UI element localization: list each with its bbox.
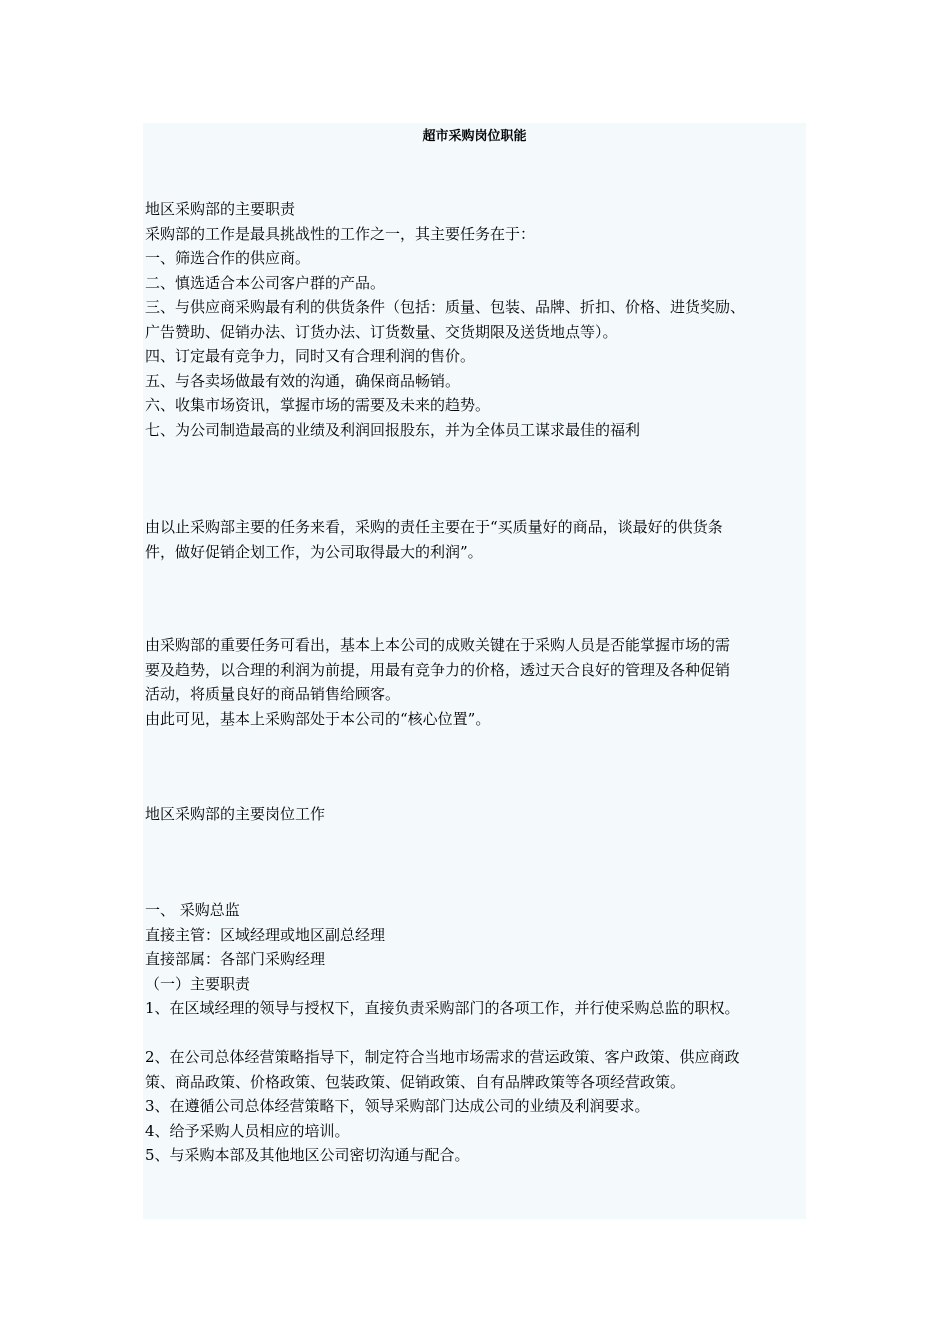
task-item: 四、订定最有竞争力，同时又有合理利润的售价。 bbox=[145, 347, 476, 365]
paragraph-line: 由采购部的重要任务可看出，基本上本公司的成败关键在于采购人员是否能掌握市场的需 bbox=[145, 636, 731, 654]
task-item: 三、与供应商采购最有利的供货条件（包括：质量、包装、品牌、折扣、价格、进货奖励、 bbox=[145, 298, 746, 316]
role-duties-heading: （一）主要职责 bbox=[145, 975, 251, 993]
task-item: 二、慎选适合本公司客户群的产品。 bbox=[145, 274, 386, 292]
role-subordinates: 直接部属：各部门采购经理 bbox=[145, 950, 326, 968]
role-duty-item-continued: 策、商品政策、价格政策、包装政策、促销政策、自有品牌政策等各项经营政策。 bbox=[145, 1073, 686, 1091]
duties-intro: 采购部的工作是最具挑战性的工作之一，其主要任务在于： bbox=[145, 225, 536, 243]
task-item: 六、收集市场资讯，掌握市场的需要及未来的趋势。 bbox=[145, 396, 491, 414]
task-item: 五、与各卖场做最有效的沟通，确保商品畅销。 bbox=[145, 372, 461, 390]
task-item: 七、为公司制造最高的业绩及利润回报股东，并为全体员工谋求最佳的福利 bbox=[145, 421, 641, 439]
role-supervisor: 直接主管：区域经理或地区副总经理 bbox=[145, 926, 386, 944]
paragraph-line: 要及趋势，以合理的利润为前提，用最有竞争力的价格，透过天合良好的管理及各种促销 bbox=[145, 661, 731, 679]
paragraph-line: 由此可见，基本上采购部处于本公司的“核心位置”。 bbox=[145, 710, 491, 728]
task-item-continued: 广告赞助、促销办法、订货办法、订货数量、交货期限及送货地点等）。 bbox=[145, 323, 618, 341]
section-heading-positions: 地区采购部的主要岗位工作 bbox=[145, 805, 326, 823]
role-duty-item: 3、在遵循公司总体经营策略下，领导采购部门达成公司的业绩及利润要求。 bbox=[145, 1097, 650, 1115]
role-duty-item: 5、与采购本部及其他地区公司密切沟通与配合。 bbox=[145, 1146, 470, 1164]
role-duty-item: 2、在公司总体经营策略指导下，制定符合当地市场需求的营运政策、客户政策、供应商政 bbox=[145, 1048, 740, 1066]
role-name: 一、 采购总监 bbox=[145, 901, 240, 919]
document-title: 超市采购岗位职能 bbox=[422, 129, 527, 144]
task-item: 一、筛选合作的供应商。 bbox=[145, 249, 311, 267]
role-duty-item: 1、在区域经理的领导与授权下，直接负责采购部门的各项工作，并行使采购总监的职权。 bbox=[145, 999, 740, 1017]
paragraph-line: 件，做好促销企划工作，为公司取得最大的利润”。 bbox=[145, 543, 483, 561]
paragraph-line: 由以止采购部主要的任务来看，采购的责任主要在于“买质量好的商品，谈最好的供货条 bbox=[145, 518, 723, 536]
role-duty-item: 4、给予采购人员相应的培训。 bbox=[145, 1122, 350, 1140]
section-heading-duties: 地区采购部的主要职责 bbox=[145, 200, 296, 218]
paragraph-line: 活动，将质量良好的商品销售给顾客。 bbox=[145, 685, 401, 703]
